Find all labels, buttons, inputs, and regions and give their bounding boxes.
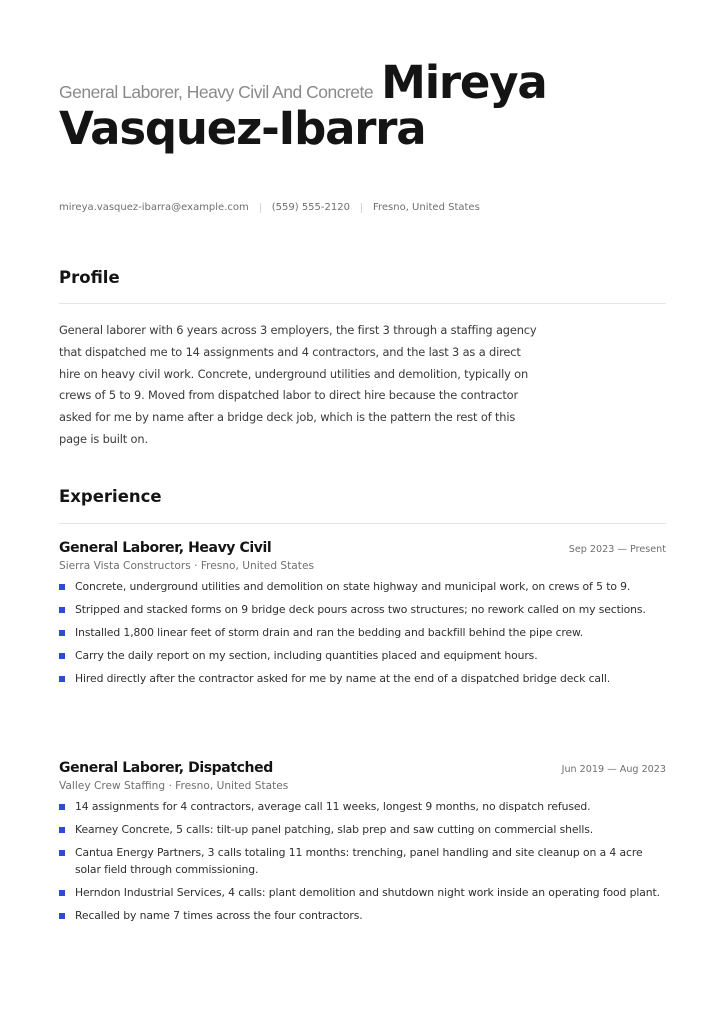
job-subtitle: General Laborer, Heavy Civil And Concrete [59, 82, 374, 102]
resume-header [59, 56, 679, 155]
job-bullet-text: Carry the daily report on my section, including quantities placed and equipment hours. [75, 649, 538, 662]
job-bullet [59, 670, 666, 687]
job-bullets [59, 798, 666, 924]
job-bullet-text: Herndon Industrial Services, 4 calls: plant demolition and shutdown night work inside an operating food plant. [75, 886, 661, 899]
job-dates: Sep 2023 — Present [568, 544, 666, 555]
job-bullet [59, 907, 666, 924]
job-title: General Laborer, Heavy Civil [59, 540, 272, 556]
job-entry [59, 540, 666, 693]
profile-divider [59, 303, 666, 304]
job-bullet-text: Installed 1,800 linear feet of storm drain and ran the bedding and backfill behind the pipe crew. [75, 626, 584, 639]
job-entry [59, 760, 666, 930]
contact-email[interactable]: mireya.vasquez-ibarra@example.com [59, 202, 249, 213]
bullet-square-icon [59, 890, 65, 896]
bullet-square-icon [59, 630, 65, 636]
headline [59, 56, 679, 155]
job-bullet-text: Hired directly after the contractor asked for me by name at the end of a dispatched bridge deck call. [75, 672, 611, 685]
first-name: Mireya [381, 56, 547, 109]
contact-line [59, 202, 480, 213]
job-bullet-text: Recalled by name 7 times across the four contractors. [75, 909, 363, 922]
bullet-square-icon [59, 827, 65, 833]
job-organization: Sierra Vista Constructors · Fresno, United States [59, 560, 314, 572]
contact-divider [361, 203, 362, 213]
job-bullet-text: Kearney Concrete, 5 calls: tilt-up panel patching, slab prep and saw cutting on commercial shells. [75, 823, 594, 836]
job-bullets [59, 578, 666, 687]
contact-phone[interactable]: (559) 555-2120 [271, 202, 350, 213]
bullet-square-icon [59, 607, 65, 613]
bullet-square-icon [59, 804, 65, 810]
contact-location: Fresno, United States [372, 202, 480, 213]
job-bullet [59, 844, 666, 878]
job-title: General Laborer, Dispatched [59, 760, 273, 776]
profile-text: General laborer with 6 years across 3 employers, the first 3 through a staffing agency that dispatched me to 14 assignments and 4 contractors, and the last 3 as a direct hire on heavy civil work. Concrete, underground utilities and demolition, typically on crews of 5 to 9. Moved from dispatched labor to direct hire because the contractor asked for me by name after a bridge deck job, which is the pattern the rest of this page is built on. [59, 323, 537, 446]
job-organization: Valley Crew Staffing · Fresno, United States [59, 780, 289, 792]
job-bullet [59, 821, 666, 838]
experience-divider [59, 523, 666, 524]
job-bullet [59, 798, 666, 815]
job-bullet-text: Stripped and stacked forms on 9 bridge deck pours across two structures; no rework called on my sections. [75, 603, 646, 616]
profile-heading: Profile [59, 268, 120, 287]
job-header [59, 540, 666, 556]
job-bullet [59, 647, 666, 664]
job-header [59, 760, 666, 776]
bullet-square-icon [59, 653, 65, 659]
bullet-square-icon [59, 676, 65, 682]
job-bullet [59, 884, 666, 901]
bullet-square-icon [59, 584, 65, 590]
job-dates: Jun 2019 — Aug 2023 [561, 764, 666, 775]
job-bullet [59, 578, 666, 595]
job-bullet-text: 14 assignments for 4 contractors, average call 11 weeks, longest 9 months, no dispatch refused. [75, 800, 591, 813]
experience-heading: Experience [59, 487, 162, 506]
job-bullet [59, 601, 666, 618]
job-bullet-text: Concrete, underground utilities and demolition on state highway and municipal work, on crews of 5 to 9. [75, 580, 631, 593]
job-bullet [59, 624, 666, 641]
contact-divider [260, 203, 261, 213]
bullet-square-icon [59, 850, 65, 856]
job-bullet-text: Cantua Energy Partners, 3 calls totaling 11 months: trenching, panel handling and site cleanup on a 4 acre solar field through commissioning. [75, 846, 643, 876]
bullet-square-icon [59, 913, 65, 919]
last-name: Vasquez-Ibarra [59, 102, 426, 155]
